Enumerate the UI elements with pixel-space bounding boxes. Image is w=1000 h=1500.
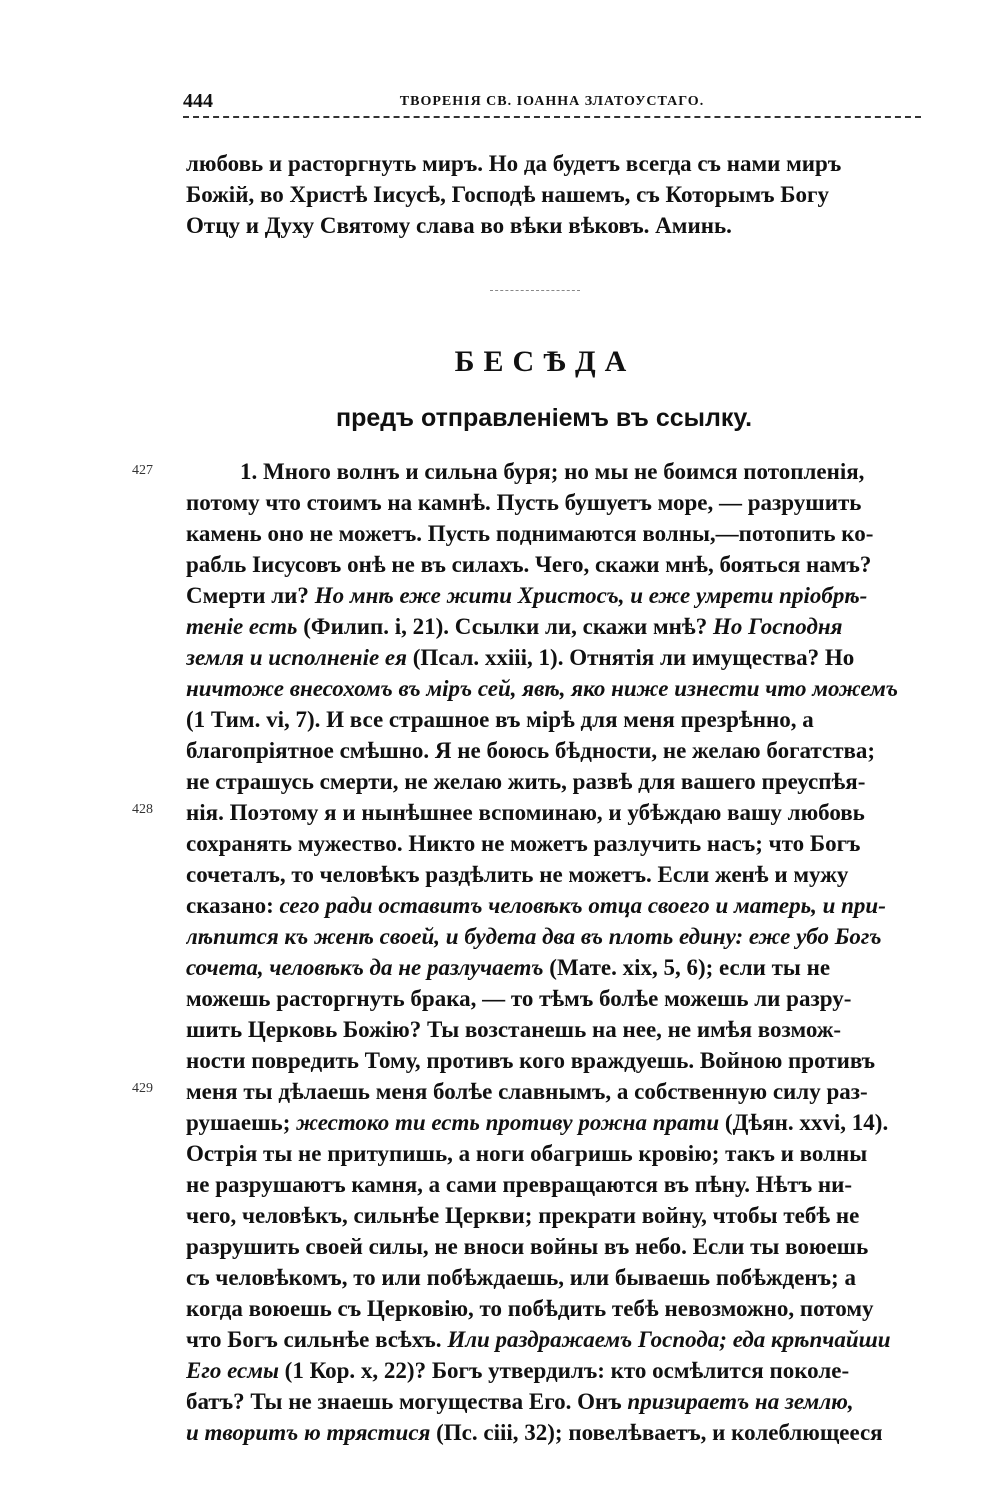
text-line: [186, 859, 921, 890]
text-line: Божій, во Христѣ Іисусѣ, Господѣ нашемъ, съ Которымъ Богу: [186, 182, 829, 207]
text-line: [186, 642, 921, 673]
text-line: [186, 611, 921, 642]
text-line: любовь и расторгнуть миръ. Но да будетъ всегда съ нами миръ: [186, 151, 842, 176]
scripture-quote: земля и исполненіе ея: [186, 645, 407, 670]
text-segment: не разрушаютъ камня, а сами превращаются въ пѣну. Нѣтъ ни-: [186, 1172, 853, 1197]
text-line: [186, 766, 921, 797]
text-line: [186, 1355, 921, 1386]
text-line: [186, 735, 921, 766]
scripture-quote: теніе есть: [186, 614, 298, 639]
text-line: [186, 1417, 921, 1448]
text-segment: не страшусь смерти, не желаю жить, развѣ для вашего преуспѣя-: [186, 769, 866, 794]
scripture-quote: сего ради оставитъ человѣкъ отца своего и матерь, и при-: [279, 893, 886, 918]
text-line: [186, 1045, 921, 1076]
text-segment: (Мате. xix, 5, 6); если ты не: [543, 955, 831, 980]
text-segment: благопріятное смѣшно. Я не боюсь бѣдности, не желаю богатства;: [186, 738, 876, 763]
text-segment: батъ? Ты не знаешь могущества Его. Онъ: [186, 1389, 628, 1414]
text-segment: можешь расторгнуть брака, — то тѣмъ болѣе можешь ли разру-: [186, 986, 852, 1011]
text-segment: нія. Поэтому я и нынѣшнее вспоминаю, и убѣждаю вашу любовь: [186, 800, 865, 825]
text-line: [186, 1293, 921, 1324]
text-line: [186, 1014, 921, 1045]
text-line: [186, 518, 921, 549]
text-line: [186, 828, 921, 859]
page-number: 444: [183, 90, 213, 112]
text-line: [186, 797, 921, 828]
text-line: [186, 1138, 921, 1169]
scripture-quote: призираетъ на землю,: [627, 1389, 854, 1414]
text-line: [186, 1324, 921, 1355]
scripture-quote: лѣпится къ женѣ своей, и будета два въ плоть едину: еже убо Богъ: [186, 924, 882, 949]
homily-title: БЕСѢДА: [454, 345, 636, 378]
text-line: [186, 487, 921, 518]
text-segment: что Богъ сильнѣе всѣхъ.: [186, 1327, 448, 1352]
text-segment: (Дѣян. xxvi, 14).: [719, 1110, 889, 1135]
running-head: ТВОРЕНІЯ СВ. ІОАННА ЗЛАТОУСТАГО.: [399, 94, 705, 109]
text-segment: (Филип. і, 21). Ссылки ли, скажи мнѣ?: [297, 614, 713, 639]
scripture-quote: ничтоже внесохомъ въ міръ сей, явѣ, яко ниже изнести что можемъ: [186, 676, 899, 701]
text-line: [186, 1200, 921, 1231]
text-segment: (Пс. ciii, 32); повелѣваетъ, и колеблющееся: [430, 1420, 883, 1445]
text-segment: камень оно не можетъ. Пусть поднимаются волны,—потопить ко-: [186, 521, 874, 546]
text-segment: сказано:: [186, 893, 280, 918]
scripture-quote: Его есмы: [186, 1358, 279, 1383]
text-segment: сочеталъ, то человѣкъ раздѣлить не можетъ. Если женѣ и мужу: [186, 862, 849, 887]
scripture-quote: Но Господня: [712, 614, 843, 639]
page-header: [183, 88, 921, 118]
text-segment: (1 Кор. x, 22)? Богъ утвердилъ: кто осмѣлится поколе-: [278, 1358, 850, 1383]
text-line: [186, 673, 921, 704]
text-line: [186, 549, 921, 580]
text-line: [186, 890, 921, 921]
text-segment: (1 Тим. vi, 7). И все страшное въ мірѣ для меня презрѣнно, а: [186, 707, 814, 732]
homily-subtitle: предъ отправленіемъ въ ссылку.: [335, 404, 753, 432]
text-line: [186, 983, 921, 1014]
margin-number: 429: [132, 1081, 153, 1096]
text-segment: шить Церковь Божію? Ты возстанешь на нее, не имѣя возмож-: [186, 1017, 842, 1042]
text-line: [186, 456, 921, 487]
text-line: Отцу и Духу Святому слава во вѣки вѣковъ. Аминь.: [186, 213, 732, 238]
text-line: [186, 1107, 921, 1138]
text-segment: когда воюешь съ Церковію, то побѣдить тебѣ невозможно, потому: [186, 1296, 874, 1321]
margin-number: 427: [132, 463, 153, 478]
scripture-quote: жестоко ти есть противу рожна прати: [296, 1110, 720, 1135]
text-line: [186, 1169, 921, 1200]
scripture-quote: Или раздражаемъ Господа; еда крѣпчайши: [447, 1327, 891, 1352]
text-line: [186, 1262, 921, 1293]
text-line: [186, 1231, 921, 1262]
scripture-quote: сочета, человѣкъ да не разлучаетъ: [186, 955, 544, 980]
text-line: [186, 1076, 921, 1107]
scripture-quote: и творитъ ю трястися: [186, 1420, 431, 1445]
text-segment: Острія ты не притупишь, а ноги обагришь кровію; такъ и волны: [186, 1141, 868, 1166]
text-segment: Смерти ли?: [186, 583, 315, 608]
intro-paragraph: [186, 148, 921, 241]
text-segment: рушаешь;: [186, 1110, 297, 1135]
text-segment: сохранять мужество. Никто не можетъ разлучить насъ; что Богъ: [186, 831, 861, 856]
text-segment: рабль Іисусовъ онѣ не въ силахъ. Чего, скажи мнѣ, бояться намъ?: [186, 552, 872, 577]
section-divider: [490, 290, 580, 291]
text-segment: разрушить своей силы, не вноси войны въ небо. Если ты воюешь: [186, 1234, 869, 1259]
text-segment: (Псал. xxiii, 1). Отнятія ли имущества? Но: [406, 645, 855, 670]
scripture-quote: Но мнѣ еже жити Христосъ, и еже умрети пріобрѣ-: [314, 583, 868, 608]
text-line: [186, 704, 921, 735]
text-line: [186, 580, 921, 611]
text-segment: 1. Много волнъ и сильна буря; но мы не боимся потопленія,: [240, 459, 865, 484]
text-line: [186, 1386, 921, 1417]
text-segment: потому что стоимъ на камнѣ. Пусть бушуетъ море, — разрушить: [186, 490, 862, 515]
margin-number: 428: [132, 802, 153, 817]
body-text: [186, 456, 921, 1448]
text-line: [186, 921, 921, 952]
text-segment: чего, человѣкъ, сильнѣе Церкви; прекрати войну, чтобы тебѣ не: [186, 1203, 860, 1228]
text-segment: съ человѣкомъ, то или побѣждаешь, или бываешь побѣжденъ; а: [186, 1265, 856, 1290]
text-line: [186, 952, 921, 983]
text-segment: меня ты дѣлаешь меня болѣе славнымъ, а собственную силу раз-: [186, 1079, 868, 1104]
text-segment: ности повредить Тому, противъ кого враждуешь. Войною противъ: [186, 1048, 876, 1073]
